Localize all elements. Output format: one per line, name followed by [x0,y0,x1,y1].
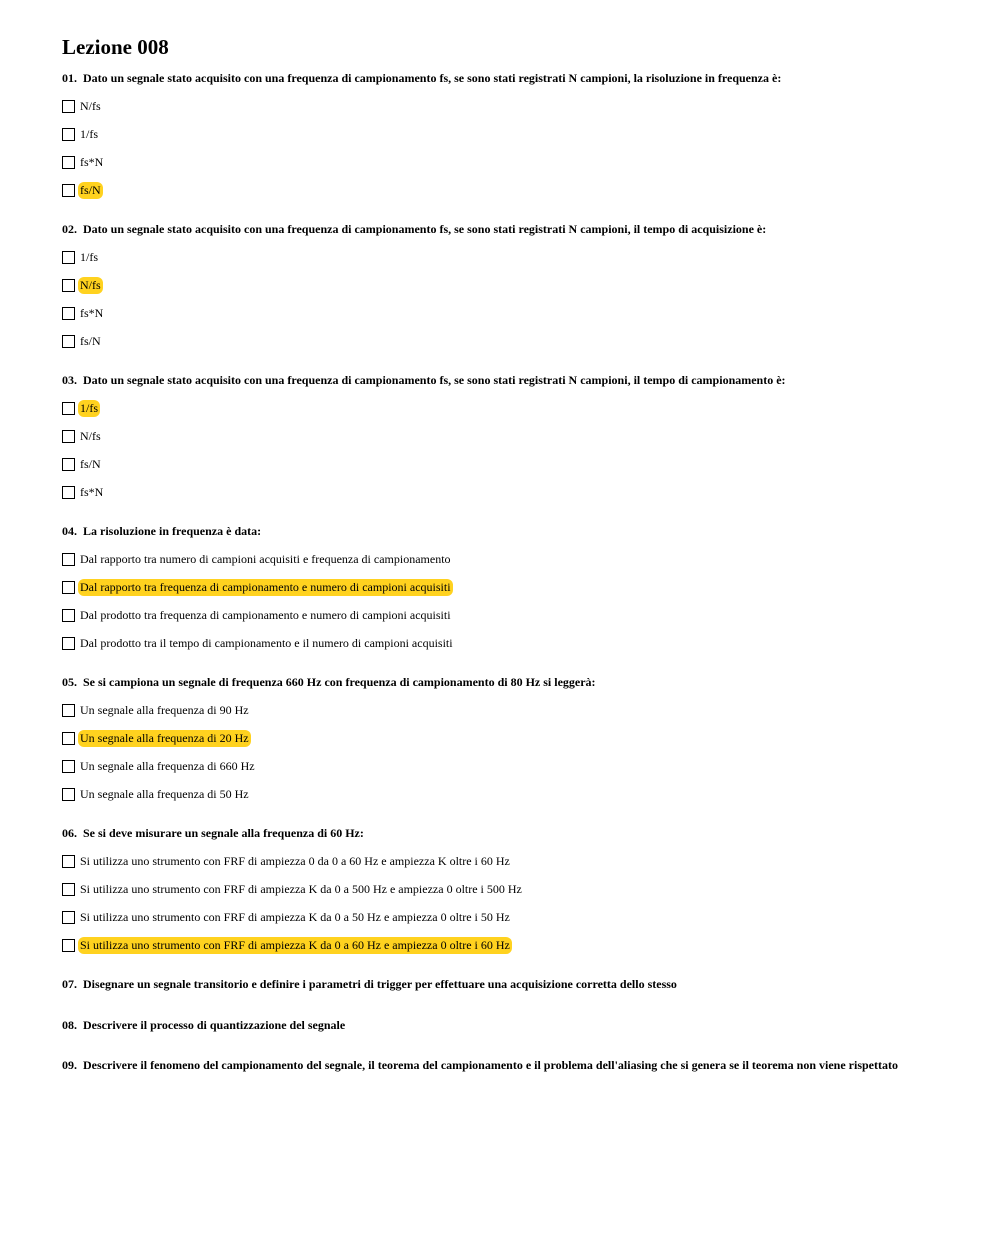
question-prompt: Dato un segnale stato acquisito con una frequenza di campionamento fs, se sono stati registrati N campioni, il tempo di acquisizione è: [83,222,767,236]
question-prompt: Descrivere il fenomeno del campionamento del segnale, il teorema del campionamento e il problema dell'aliasing che si genera se il teorema non viene rispettato [83,1058,898,1072]
question-03 [62,373,922,506]
option-list [62,545,922,657]
checkbox[interactable] [62,402,75,415]
question-07 [62,977,922,991]
checkbox[interactable] [62,307,75,320]
option-label: Un segnale alla frequenza di 90 Hz [80,702,249,717]
checkbox[interactable] [62,883,75,896]
checkbox[interactable] [62,553,75,566]
checkbox[interactable] [62,100,75,113]
checkbox[interactable] [62,855,75,868]
question-text [62,71,922,85]
option-row[interactable] [62,696,922,724]
option-label: Un segnale alla frequenza di 660 Hz [80,758,255,773]
checkbox[interactable] [62,732,75,745]
question-number: 03. [62,373,77,387]
option-row[interactable] [62,545,922,573]
question-08 [62,1018,922,1032]
checkbox[interactable] [62,128,75,141]
option-label: N/fs [80,277,101,292]
question-prompt: Dato un segnale stato acquisito con una frequenza di campionamento fs, se sono stati registrati N campioni, il tempo di campionamento è: [83,373,786,387]
question-number: 06. [62,826,77,840]
option-label: Un segnale alla frequenza di 20 Hz [80,730,249,745]
option-label: Si utilizza uno strumento con FRF di ampiezza 0 da 0 a 60 Hz e ampiezza K oltre i 60 Hz [80,853,510,868]
option-list [62,847,922,959]
option-label: N/fs [80,428,101,443]
option-row[interactable] [62,243,922,271]
option-row[interactable] [62,120,922,148]
checkbox[interactable] [62,609,75,622]
question-number: 05. [62,675,77,689]
checkbox[interactable] [62,788,75,801]
question-prompt: Se si deve misurare un segnale alla frequenza di 60 Hz: [83,826,364,840]
question-05 [62,675,922,808]
option-row[interactable] [62,875,922,903]
option-row[interactable] [62,92,922,120]
option-row[interactable] [62,299,922,327]
option-row[interactable] [62,176,922,204]
option-row[interactable] [62,148,922,176]
question-prompt: La risoluzione in frequenza è data: [83,524,262,538]
question-text [62,222,922,236]
question-number: 01. [62,71,77,85]
question-04 [62,524,922,657]
checkbox[interactable] [62,939,75,952]
lesson-title: Lezione 008 [62,35,169,59]
option-label: 1/fs [80,400,98,415]
question-02 [62,222,922,355]
option-row[interactable] [62,847,922,875]
checkbox[interactable] [62,279,75,292]
option-row[interactable] [62,327,922,355]
option-label: 1/fs [80,126,98,141]
question-text [62,1018,922,1032]
checkbox[interactable] [62,184,75,197]
option-label: Si utilizza uno strumento con FRF di ampiezza K da 0 a 500 Hz e ampiezza 0 oltre i 500 Hz [80,881,522,896]
question-prompt: Dato un segnale stato acquisito con una frequenza di campionamento fs, se sono stati registrati N campioni, la risoluzione in frequenza è: [83,71,782,85]
checkbox[interactable] [62,458,75,471]
checkbox[interactable] [62,335,75,348]
question-number: 09. [62,1058,77,1072]
option-label: Dal rapporto tra numero di campioni acquisiti e frequenza di campionamento [80,551,451,566]
checkbox[interactable] [62,637,75,650]
option-label: fs*N [80,305,104,320]
option-label: Un segnale alla frequenza di 50 Hz [80,786,249,801]
option-list [62,92,922,204]
question-number: 07. [62,977,77,991]
checkbox[interactable] [62,911,75,924]
option-label: Dal prodotto tra il tempo di campionamento e il numero di campioni acquisiti [80,635,453,650]
option-label: 1/fs [80,249,98,264]
option-row[interactable] [62,724,922,752]
checkbox[interactable] [62,251,75,264]
question-number: 04. [62,524,77,538]
question-text [62,373,922,387]
question-01 [62,71,922,204]
question-09 [62,1058,922,1072]
question-text [62,977,922,991]
question-number: 02. [62,222,77,236]
option-label: fs*N [80,484,104,499]
question-06 [62,826,922,959]
option-row[interactable] [62,573,922,601]
option-row[interactable] [62,780,922,808]
question-text [62,524,922,538]
option-label: Si utilizza uno strumento con FRF di ampiezza K da 0 a 50 Hz e ampiezza 0 oltre i 50 Hz [80,909,510,924]
question-text [62,826,922,840]
checkbox[interactable] [62,581,75,594]
question-prompt: Descrivere il processo di quantizzazione del segnale [83,1018,346,1032]
checkbox[interactable] [62,486,75,499]
option-label: fs/N [80,456,101,471]
option-row[interactable] [62,394,922,422]
option-row[interactable] [62,752,922,780]
question-prompt: Se si campiona un segnale di frequenza 660 Hz con frequenza di campionamento di 80 Hz si leggerà: [83,675,596,689]
option-row[interactable] [62,629,922,657]
option-label: Si utilizza uno strumento con FRF di ampiezza K da 0 a 60 Hz e ampiezza 0 oltre i 60 Hz [80,937,510,952]
option-row[interactable] [62,931,922,959]
option-label: N/fs [80,98,101,113]
option-list [62,243,922,355]
option-row[interactable] [62,271,922,299]
option-label: fs/N [80,333,101,348]
option-label: Dal rapporto tra frequenza di campionamento e numero di campioni acquisiti [80,579,451,594]
option-row[interactable] [62,450,922,478]
option-list [62,394,922,506]
option-row[interactable] [62,422,922,450]
option-list [62,696,922,808]
option-row[interactable] [62,903,922,931]
question-prompt: Disegnare un segnale transitorio e definire i parametri di trigger per effettuare una acquisizione corretta dello stesso [83,977,677,991]
checkbox[interactable] [62,156,75,169]
checkbox[interactable] [62,760,75,773]
option-label: Dal prodotto tra frequenza di campionamento e numero di campioni acquisiti [80,607,451,622]
option-row[interactable] [62,601,922,629]
question-text [62,675,922,689]
option-row[interactable] [62,478,922,506]
checkbox[interactable] [62,430,75,443]
question-number: 08. [62,1018,77,1032]
checkbox[interactable] [62,704,75,717]
question-text [62,1058,922,1072]
option-label: fs*N [80,154,104,169]
option-label: fs/N [80,182,101,197]
